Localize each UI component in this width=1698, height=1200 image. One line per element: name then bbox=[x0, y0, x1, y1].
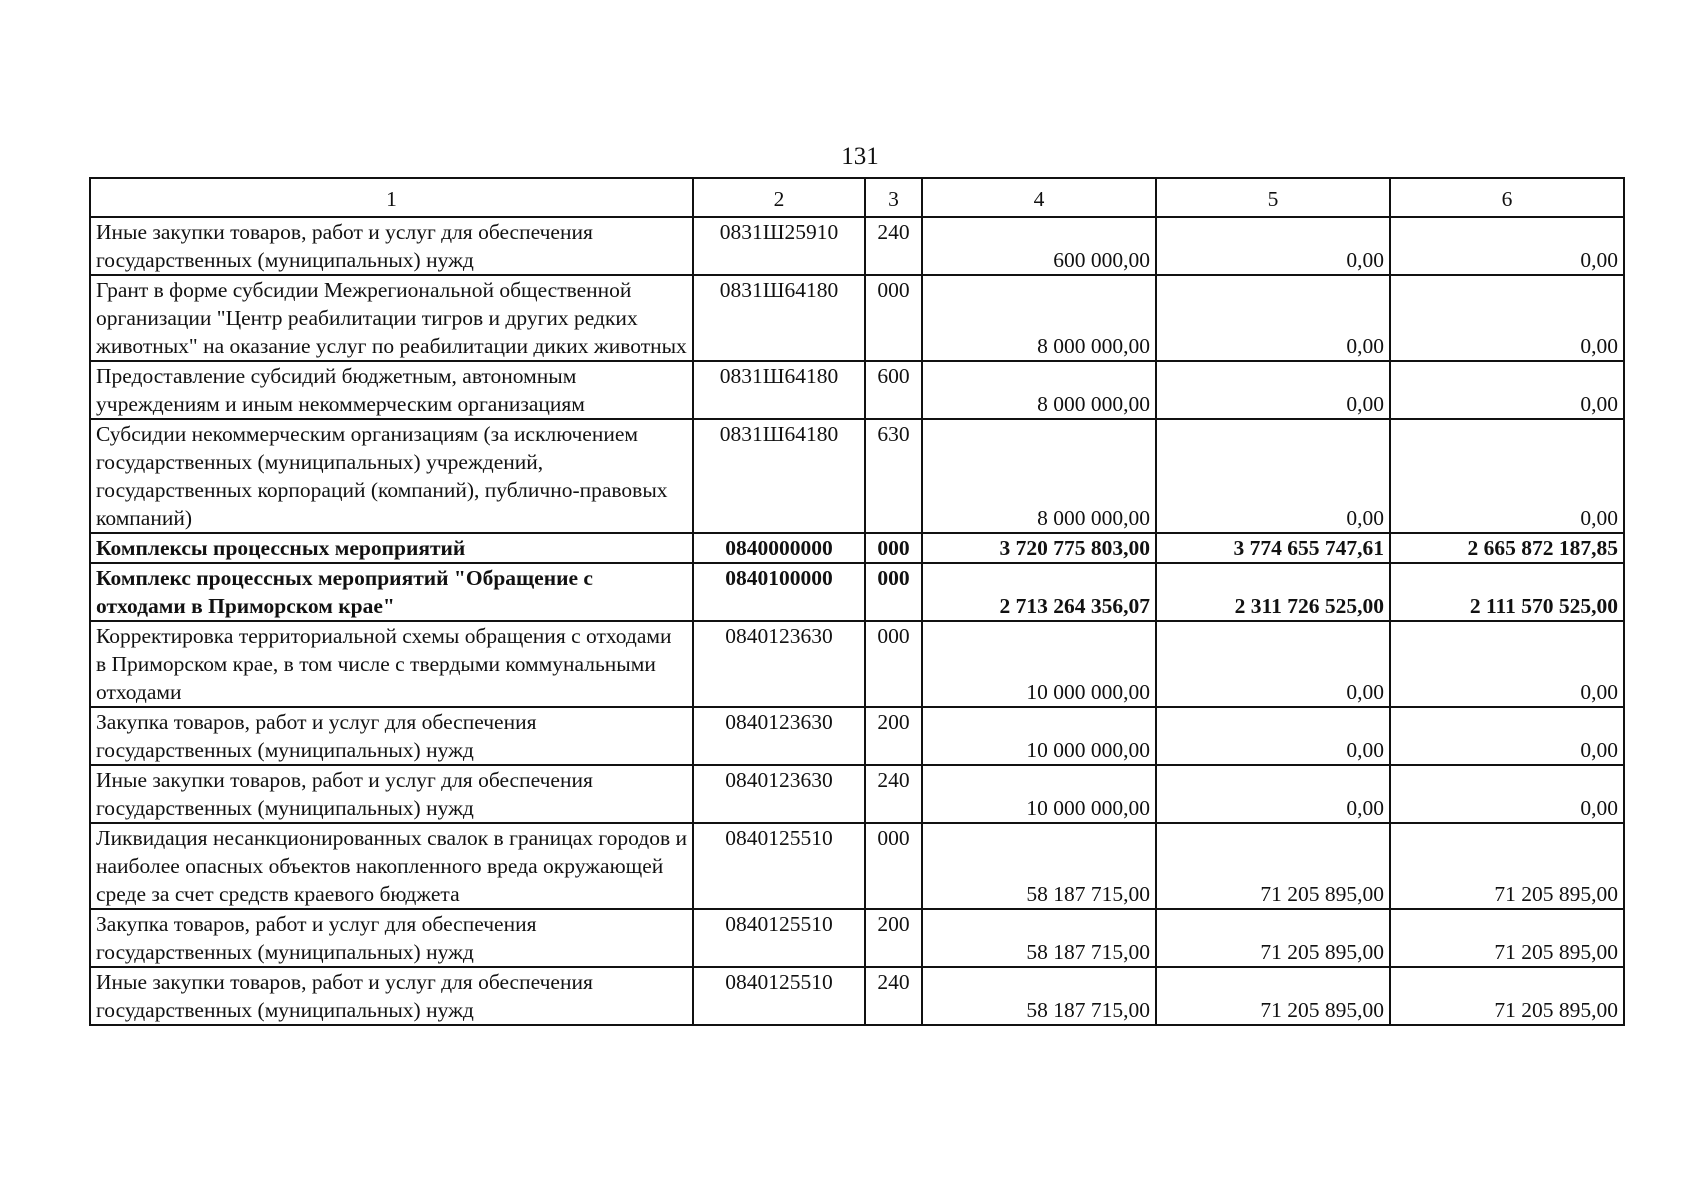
row-value-2025-cell: 0,00 bbox=[1156, 217, 1390, 275]
budget-table bbox=[89, 177, 1625, 1026]
row-name-cell: Комплексы процессных мероприятий bbox=[90, 533, 693, 563]
row-value-2025-cell: 0,00 bbox=[1156, 621, 1390, 707]
row-value-2024-cell: 10 000 000,00 bbox=[922, 621, 1156, 707]
row-value-2026-cell: 71 205 895,00 bbox=[1390, 967, 1624, 1025]
row-type-cell: 000 bbox=[865, 621, 922, 707]
row-value-2024-cell: 10 000 000,00 bbox=[922, 707, 1156, 765]
table-row bbox=[90, 361, 1624, 419]
row-value-2025-cell: 0,00 bbox=[1156, 419, 1390, 533]
row-type-cell: 200 bbox=[865, 707, 922, 765]
table-row bbox=[90, 967, 1624, 1025]
row-value-2024-cell: 8 000 000,00 bbox=[922, 419, 1156, 533]
table-row bbox=[90, 707, 1624, 765]
row-value-2026-cell: 2 665 872 187,85 bbox=[1390, 533, 1624, 563]
row-value-2026-cell: 0,00 bbox=[1390, 765, 1624, 823]
table-header-row bbox=[90, 178, 1624, 217]
row-code-cell: 0831Ш64180 bbox=[693, 419, 865, 533]
page-number: 131 bbox=[841, 143, 879, 170]
row-value-2026-cell: 0,00 bbox=[1390, 419, 1624, 533]
row-value-2025-cell: 3 774 655 747,61 bbox=[1156, 533, 1390, 563]
row-value-2024-cell: 8 000 000,00 bbox=[922, 275, 1156, 361]
row-value-2025-cell: 2 311 726 525,00 bbox=[1156, 563, 1390, 621]
row-name-cell: Иные закупки товаров, работ и услуг для обеспечения государственных (муниципальных) нужд bbox=[90, 765, 693, 823]
row-value-2025-cell: 71 205 895,00 bbox=[1156, 967, 1390, 1025]
row-code-cell: 0840123630 bbox=[693, 707, 865, 765]
table-row bbox=[90, 765, 1624, 823]
row-code-cell: 0840000000 bbox=[693, 533, 865, 563]
row-value-2026-cell: 71 205 895,00 bbox=[1390, 909, 1624, 967]
row-name-cell: Закупка товаров, работ и услуг для обеспечения государственных (муниципальных) нужд bbox=[90, 909, 693, 967]
row-value-2025-cell: 0,00 bbox=[1156, 765, 1390, 823]
row-code-cell: 0831Ш64180 bbox=[693, 361, 865, 419]
row-value-2024-cell: 58 187 715,00 bbox=[922, 823, 1156, 909]
row-name-cell: Иные закупки товаров, работ и услуг для обеспечения государственных (муниципальных) нужд bbox=[90, 217, 693, 275]
row-value-2026-cell: 0,00 bbox=[1390, 621, 1624, 707]
table-row bbox=[90, 563, 1624, 621]
row-type-cell: 240 bbox=[865, 765, 922, 823]
row-value-2026-cell: 2 111 570 525,00 bbox=[1390, 563, 1624, 621]
row-value-2024-cell: 10 000 000,00 bbox=[922, 765, 1156, 823]
header-cell-1: 1 bbox=[90, 178, 693, 217]
row-code-cell: 0831Ш64180 bbox=[693, 275, 865, 361]
row-value-2024-cell: 3 720 775 803,00 bbox=[922, 533, 1156, 563]
row-value-2025-cell: 71 205 895,00 bbox=[1156, 823, 1390, 909]
row-code-cell: 0840100000 bbox=[693, 563, 865, 621]
row-code-cell: 0840125510 bbox=[693, 909, 865, 967]
row-name-cell: Закупка товаров, работ и услуг для обеспечения государственных (муниципальных) нужд bbox=[90, 707, 693, 765]
row-value-2024-cell: 58 187 715,00 bbox=[922, 909, 1156, 967]
row-value-2024-cell: 2 713 264 356,07 bbox=[922, 563, 1156, 621]
row-type-cell: 200 bbox=[865, 909, 922, 967]
table-body bbox=[90, 178, 1624, 1025]
table-row bbox=[90, 217, 1624, 275]
row-value-2026-cell: 0,00 bbox=[1390, 275, 1624, 361]
row-code-cell: 0831Ш25910 bbox=[693, 217, 865, 275]
row-name-cell: Ликвидация несанкционированных свалок в границах городов и наиболее опасных объектов накопленного вреда окружающей среде за счет средств краевого бюджета bbox=[90, 823, 693, 909]
row-name-cell: Иные закупки товаров, работ и услуг для обеспечения государственных (муниципальных) нужд bbox=[90, 967, 693, 1025]
row-type-cell: 240 bbox=[865, 967, 922, 1025]
table-row bbox=[90, 419, 1624, 533]
row-value-2025-cell: 0,00 bbox=[1156, 361, 1390, 419]
header-cell-4: 4 bbox=[922, 178, 1156, 217]
row-name-cell: Корректировка территориальной схемы обращения с отходами в Приморском крае, в том числе с твердыми коммунальными отходами bbox=[90, 621, 693, 707]
row-type-cell: 000 bbox=[865, 823, 922, 909]
row-type-cell: 000 bbox=[865, 275, 922, 361]
header-cell-2: 2 bbox=[693, 178, 865, 217]
row-code-cell: 0840125510 bbox=[693, 823, 865, 909]
row-name-cell: Предоставление субсидий бюджетным, автономным учреждениям и иным некоммерческим организациям bbox=[90, 361, 693, 419]
row-code-cell: 0840125510 bbox=[693, 967, 865, 1025]
row-value-2026-cell: 0,00 bbox=[1390, 217, 1624, 275]
header-cell-5: 5 bbox=[1156, 178, 1390, 217]
header-cell-6: 6 bbox=[1390, 178, 1624, 217]
table-row bbox=[90, 823, 1624, 909]
table-row bbox=[90, 275, 1624, 361]
row-name-cell: Грант в форме субсидии Межрегиональной общественной организации "Центр реабилитации тигров и других редких животных" на оказание услуг по реабилитации диких животных bbox=[90, 275, 693, 361]
table-row bbox=[90, 909, 1624, 967]
row-name-cell: Комплекс процессных мероприятий "Обращение с отходами в Приморском крае" bbox=[90, 563, 693, 621]
row-code-cell: 0840123630 bbox=[693, 621, 865, 707]
row-type-cell: 600 bbox=[865, 361, 922, 419]
row-type-cell: 000 bbox=[865, 563, 922, 621]
row-value-2026-cell: 0,00 bbox=[1390, 707, 1624, 765]
row-value-2026-cell: 0,00 bbox=[1390, 361, 1624, 419]
row-type-cell: 000 bbox=[865, 533, 922, 563]
table-row bbox=[90, 621, 1624, 707]
row-value-2024-cell: 600 000,00 bbox=[922, 217, 1156, 275]
row-value-2024-cell: 8 000 000,00 bbox=[922, 361, 1156, 419]
header-cell-3: 3 bbox=[865, 178, 922, 217]
row-value-2024-cell: 58 187 715,00 bbox=[922, 967, 1156, 1025]
row-value-2025-cell: 0,00 bbox=[1156, 707, 1390, 765]
row-type-cell: 240 bbox=[865, 217, 922, 275]
row-code-cell: 0840123630 bbox=[693, 765, 865, 823]
row-type-cell: 630 bbox=[865, 419, 922, 533]
row-value-2025-cell: 0,00 bbox=[1156, 275, 1390, 361]
table-row bbox=[90, 533, 1624, 563]
row-name-cell: Субсидии некоммерческим организациям (за исключением государственных (муниципальных) учреждений, государственных корпораций (компаний), публично-правовых компаний) bbox=[90, 419, 693, 533]
row-value-2025-cell: 71 205 895,00 bbox=[1156, 909, 1390, 967]
row-value-2026-cell: 71 205 895,00 bbox=[1390, 823, 1624, 909]
